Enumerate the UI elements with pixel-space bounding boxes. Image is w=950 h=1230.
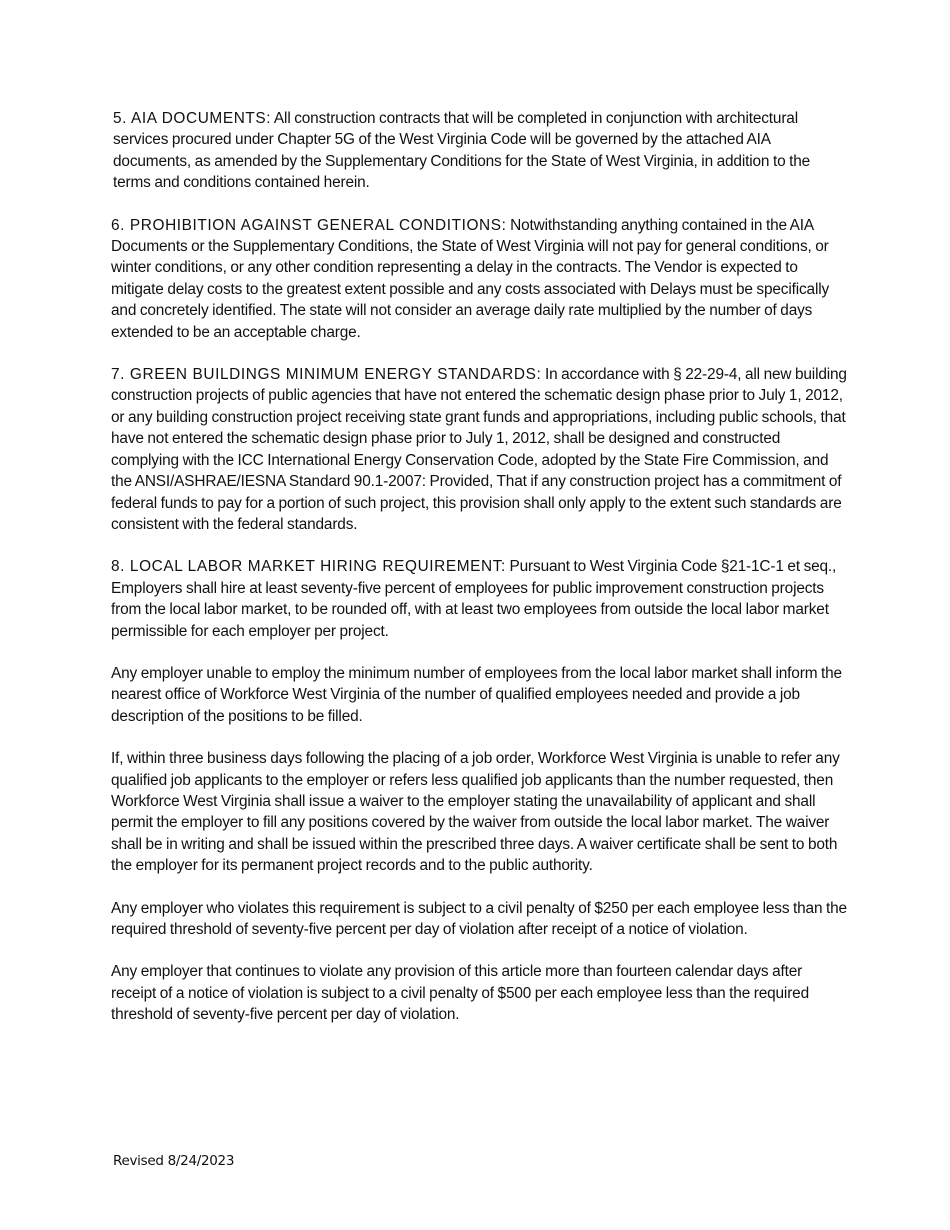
section-body: Notwithstanding anything contained in the AIA Documents or the Supplementary Conditions, the State of West Virginia will not pay for general conditions, or winter conditions, or any other condition representing a delay in the contracts. The Vendor is expected to mitigate delay costs to the greatest extent possible and any costs associated with Delays must be specifically and concretely identified. The state will not consider an average daily rate multiplied by the number of days extended to be an acceptable charge. <box>111 216 830 341</box>
section-local-labor-market <box>111 556 847 642</box>
paragraph-waiver: If, within three business days following the placing of a job order, Workforce West Virginia is unable to refer any qualified job applicants to the employer or refers less qualified job applicants than the number requested, then Workforce West Virginia shall issue a waiver to the employer stating the unavailability of applicant and shall permit the employer to fill any positions covered by the waiver from outside the local labor market. The waiver shall be in writing and shall be issued within the prescribed three days. A waiver certificate shall be sent to both the employer for its permanent project records and to the public authority. <box>111 750 840 875</box>
section-aia-documents <box>111 108 847 194</box>
document-body <box>111 108 847 1047</box>
section-heading: 7. GREEN BUILDINGS MINIMUM ENERGY STANDARDS: <box>111 366 542 384</box>
section-prohibition-general-conditions <box>111 215 847 343</box>
section-green-buildings <box>111 364 847 535</box>
section-body: Pursuant to West Virginia Code §21-1C-1 et seq., Employers shall hire at least seventy-five percent of employees for public improvement construction projects from the local labor market, to be rounded off, with at least two employees from outside the local labor market permissible for each employer per project. <box>111 558 837 640</box>
paragraph-civil-penalty-500: Any employer that continues to violate any provision of this article more than fourteen calendar days after receipt of a notice of violation is subject to a civil penalty of $500 per each employee less than the required threshold of seventy-five percent per day of violation. <box>111 963 809 1024</box>
paragraph-civil-penalty-250: Any employer who violates this requirement is subject to a civil penalty of $250 per each employee less than the required threshold of seventy-five percent per day of violation after receipt of a notice of violation. <box>111 899 847 938</box>
section-heading: 8. LOCAL LABOR MARKET HIRING REQUIREMENT: <box>111 558 506 576</box>
section-heading: 6. PROHIBITION AGAINST GENERAL CONDITIONS: <box>111 216 507 234</box>
paragraph-employer-unable: Any employer unable to employ the minimum number of employees from the local labor market shall inform the nearest office of Workforce West Virginia of the number of qualified employees needed and provide a job description of the positions to be filled. <box>111 664 842 725</box>
revised-date-footer: Revised 8/24/2023 <box>113 1153 235 1169</box>
section-heading: 5. AIA DOCUMENTS: <box>113 110 272 127</box>
section-body: In accordance with § 22-29-4, all new building construction projects of public agencies that have not entered the schematic design phase prior to July 1, 2012, or any building construction project receiving state grant funds and appropriations, including public schools, that have not entered the schematic design phase prior to July 1, 2012, shall be designed and constructed complying with the ICC International Energy Conservation Code, adopted by the State Fire Commission, and the ANSI/ASHRAE/IESNA Standard 90.1-2007: Provided, That if any construction project has a commitment of federal funds to pay for a portion of such project, this provision shall only apply to the extent such standards are consistent with the federal standards. <box>111 366 847 533</box>
section-body: All construction contracts that will be completed in conjunction with architectural services procured under Chapter 5G of the West Virginia Code will be governed by the attached AIA documents, as amended by the Supplementary Conditions for the State of West Virginia, in addition to the terms and conditions contained herein. <box>113 110 811 192</box>
